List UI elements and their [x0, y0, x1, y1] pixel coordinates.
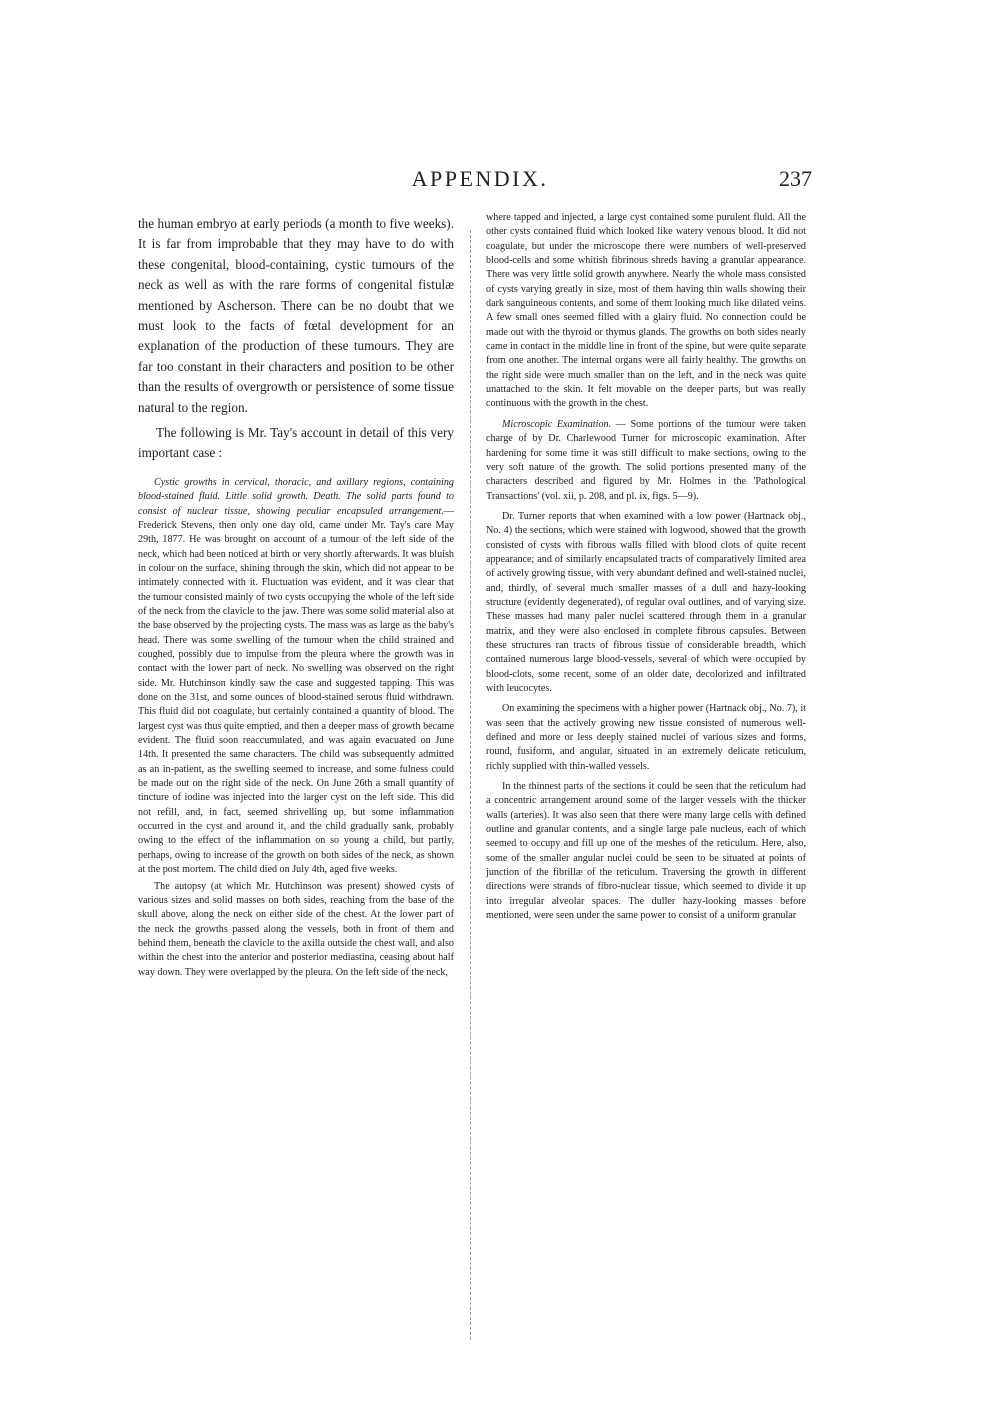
autopsy-paragraph: The autopsy (at which Mr. Hutchinson was present) showed cysts of various sizes and solid masses on both sides, reaching from the base of the skull above, along the neck on either side of the chest. At the lower part of the neck the growths passed along the vessels, both in front of them and behind them, beneath the clavicle to the axilla outside the chest wall, and also within the chest into the anterior and posterior mediastina, ceasing about half way down. They were overlapped by the pleura. On the left side of the neck,: [138, 880, 454, 978]
right-column: [486, 211, 806, 924]
left-column: [138, 214, 454, 980]
paragraph-embryo: the human embryo at early periods (a month to five weeks). It is far from improbable that they may have to do with these congenital, blood-containing, cystic tumours of the neck as well as with the rare forms of congenital fistulæ mentioned by Ascherson. There can be no doubt that we must look to the facts of fœtal development for an explanation of the production of these tumours. They are far too constant in their characters and position to be other than the results of overgrowth or persistence of some tissue natural to the region.: [138, 216, 454, 415]
microscopic-heading: Microscopic Examination.: [502, 418, 612, 430]
paragraph-tay-intro: The following is Mr. Tay's account in detail of this very important case :: [138, 425, 454, 461]
low-power-paragraph: Dr. Turner reports that when examined with a low power (Hartnack obj., No. 4) the sections, which were stained with logwood, showed that the growth consisted of cysts with fibrous walls filled with blood clots of quite recent appearance; and of similarly encapsulated tracts of comparatively limited area of actively growing tissue, with very abundant defined and well-stained nuclei, and, thirdly, of several much smaller masses of a dull and hazy-looking structure (evidently degenerated), of regular oval outlines, and of varying size. These masses had many paler nuclei scattered through them in a granular matrix, and they were also enclosed in complete fibrous capsules. Between these structures ran tracts of fibrous tissue of considerable breadth, which contained numerous large blood-vessels, several of which were occupied by blood-clots, some recent, some of an older date, decolorized and infiltrated with leucocytes.: [486, 510, 806, 694]
case-body: —Frederick Stevens, then only one day old, came under Mr. Tay's care May 29th, 1877. He was brought on account of a tumour of the left side of the neck, which had been noticed at birth or very shortly afterwards. It was bluish in colour on the surface, shining through the skin, which did not appear to be intimately connected with it. Fluctuation was evident, and it was clear that the tumour consisted mainly of two cysts occupying the whole of the left side of the neck from the clavicle to the jaw. There was some solid material also at the base observed by the projecting cysts. The mass was as large as the baby's head. There was some swelling of the tumour when the child strained and coughed, possibly due to impulse from the pleura where the growth was in contact with the lower part of neck. No swelling was observed on the right side. Mr. Hutchinson kindly saw the case and suggested tapping. This was done on the 31st, and some ounces of blood-stained serous fluid withdrawn. This fluid did not coagulate, but certainly contained a quantity of blood. The largest cyst was thus quite emptied, and then a deeper mass of growth became evident. The fluid soon reaccumulated, and was again evacuated on June 14th. It presented the same characters. The child was subsequently admitted as an in-patient, as the swelling seemed to increase, and some fulness could be made out on the right side of the neck. On June 26th a small quantity of tincture of iodine was injected into the larger cyst on the left side. This did not refill, and, in fact, seemed shrivelling up, but some inflammation occurred in the cyst and around it, and the child gradually sank, probably owing to the effect of the inflammation on so young a child, but partly, perhaps, owing to increase of the growth on both sides of the neck, as shown at the post mortem. The child died on July 4th, aged five weeks.: [138, 505, 454, 876]
column-divider: [470, 230, 471, 1340]
microscopic-body: — Some portions of the tumour were taken charge of by Dr. Charlewood Turner for microscopic examination. After hardening for some time it was still difficult to make sections, owing to the very soft nature of the growth. The solid portions presented many of the characters described and figured by Mr. Holmes in the 'Pathological Transactions' (vol. xii, p. 208, and pl. ix, figs. 5—9).: [486, 418, 806, 502]
case-paragraph: [138, 476, 454, 878]
case-report: [138, 476, 454, 980]
high-power-paragraph: On examining the specimens with a higher power (Hartnack obj., No. 7), it was seen that the actively growing new tissue consisted of numerous well-defined and more or less deeply stained nuclei of various sizes and forms, round, fusiform, and angular, situated in an extremely delicate reticulum, richly supplied with thin-walled vessels.: [486, 703, 806, 772]
running-header: APPENDIX.: [411, 166, 549, 191]
reticulum-paragraph: In the thinnest parts of the sections it could be seen that the reticulum had a concentric arrangement around some of the larger vessels with the thicker walls (arteries). It was also seen that there were many large cells with defined outline and granular contents, and a single large pale nucleus, each of which seemed to occupy and fill up one of the meshes of the reticulum. Here, also, some of the smaller angular nuclei could be seen to be situated at points of junction of the fibrillæ of the reticulum. Traversing the growth in different directions were strands of fibro-nuclear tissue, which seemed to divide it up into irregular alveolar spaces. The duller hazy-looking masses before mentioned, were seen under the same power to consist of a uniform granular: [486, 781, 806, 922]
microscopic-paragraph: [486, 418, 806, 504]
case-title: Cystic growths in cervical, thoracic, and axillary regions, containing blood-stained fluid. Little solid growth. Death. The solid parts found to consist of nuclear tissue, showing peculiar encapsuled arrangement.: [138, 476, 454, 517]
page-number: 237: [779, 166, 812, 191]
autopsy-continuation: where tapped and injected, a large cyst contained some purulent fluid. All the other cysts contained fluid which looked like watery venous blood. It did not coagulate, but under the microscope there were numbers of well-preserved blood-cells and some whitish fibrinous shreds having a granular appearance. There was very little solid growth anywhere. Nearly the whole mass consisted of cysts varying greatly in size, most of them having thin walls showing their dark sanguineous contents, and some of them looking much like dilated veins. A few small ones seemed filled with a glairy fluid. No connection could be made out with the thyroid or thymus glands. The growths on both sides nearly came in contact in the middle line in front of the spine, but were quite separate from one another. The internal organs were all fairly healthy. The growths on the right side were much smaller than on the left, and in the neck was quite unattached to the skin. It felt movable on the deeper parts, but was really continuous with the growth in the chest.: [486, 212, 806, 410]
